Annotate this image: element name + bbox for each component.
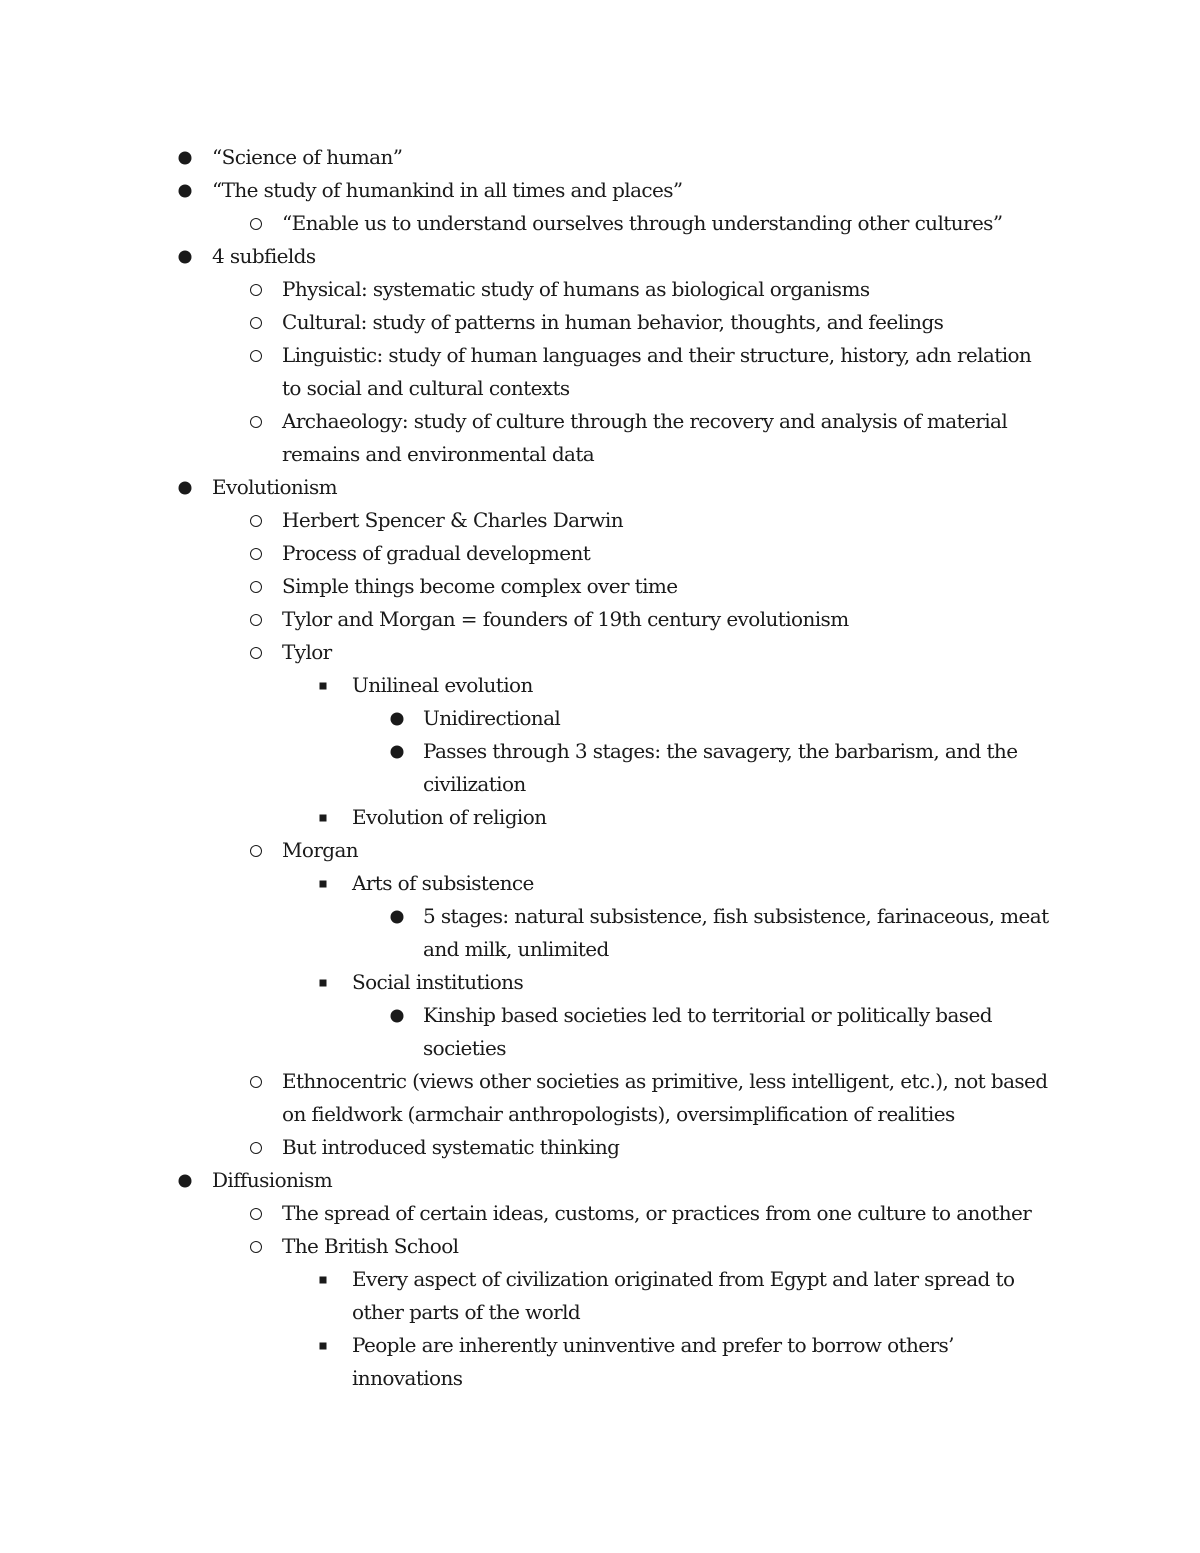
list-item (0, 240, 1200, 273)
circle-bullet-icon (250, 284, 262, 296)
list-item (0, 405, 1200, 438)
list-item-continuation (0, 768, 1200, 801)
list-item (0, 669, 1200, 702)
list-item-text: to social and cultural contexts (282, 376, 570, 400)
disc-bullet-icon (391, 712, 404, 725)
circle-bullet-icon (250, 515, 262, 527)
circle-bullet-icon (250, 548, 262, 560)
list-item-text: Morgan (282, 838, 359, 862)
disc-bullet-icon (391, 745, 404, 758)
list-item-text: Every aspect of civilization originated from Egypt and later spread to (352, 1267, 1015, 1291)
list-item-text: 5 stages: natural subsistence, fish subsistence, farinaceous, meat (423, 904, 1049, 928)
list-item (0, 702, 1200, 735)
disc-bullet-icon (179, 1174, 192, 1187)
list-item-text: Ethnocentric (views other societies as primitive, less intelligent, etc.), not based (282, 1069, 1048, 1093)
list-item (0, 471, 1200, 504)
circle-bullet-icon (250, 1076, 262, 1088)
square-bullet-icon (320, 1276, 327, 1283)
square-bullet-icon (320, 979, 327, 986)
circle-bullet-icon (250, 218, 262, 230)
disc-bullet-icon (179, 151, 192, 164)
list-item (0, 1197, 1200, 1230)
list-item-continuation (0, 933, 1200, 966)
list-item-continuation (0, 372, 1200, 405)
list-item (0, 207, 1200, 240)
list-item (0, 900, 1200, 933)
list-item-text: Process of gradual development (282, 541, 591, 565)
list-item (0, 1131, 1200, 1164)
list-item-text: Evolutionism (212, 475, 337, 499)
list-item (0, 537, 1200, 570)
list-item-text: Evolution of religion (352, 805, 547, 829)
circle-bullet-icon (250, 317, 262, 329)
list-item (0, 834, 1200, 867)
list-item-text: Simple things become complex over time (282, 574, 678, 598)
list-item (0, 306, 1200, 339)
list-item (0, 1164, 1200, 1197)
list-item-continuation (0, 1098, 1200, 1131)
list-item-text: Herbert Spencer & Charles Darwin (282, 508, 624, 532)
list-item (0, 636, 1200, 669)
list-item (0, 1263, 1200, 1296)
list-item (0, 1329, 1200, 1362)
list-item-text: Unilineal evolution (352, 673, 533, 697)
list-item (0, 999, 1200, 1032)
list-item-continuation (0, 1296, 1200, 1329)
circle-bullet-icon (250, 416, 262, 428)
list-item-text: “The study of humankind in all times and places” (212, 178, 683, 202)
list-item (0, 966, 1200, 999)
circle-bullet-icon (250, 1208, 262, 1220)
circle-bullet-icon (250, 614, 262, 626)
document-page (0, 141, 1200, 1395)
list-item (0, 867, 1200, 900)
list-item-text: societies (423, 1036, 506, 1060)
list-item (0, 339, 1200, 372)
disc-bullet-icon (391, 1009, 404, 1022)
circle-bullet-icon (250, 845, 262, 857)
circle-bullet-icon (250, 581, 262, 593)
list-item-text: Kinship based societies led to territorial or politically based (423, 1003, 992, 1027)
list-item-text: Unidirectional (423, 706, 561, 730)
list-item-text: Passes through 3 stages: the savagery, the barbarism, and the (423, 739, 1018, 763)
list-item-text: Tylor (282, 640, 332, 664)
list-item (0, 174, 1200, 207)
list-item-text: The British School (282, 1234, 459, 1258)
square-bullet-icon (320, 814, 327, 821)
list-item-text: other parts of the world (352, 1300, 581, 1324)
list-item-text: Physical: systematic study of humans as biological organisms (282, 277, 870, 301)
list-item (0, 570, 1200, 603)
list-item-text: But introduced systematic thinking (282, 1135, 620, 1159)
disc-bullet-icon (179, 250, 192, 263)
list-item (0, 801, 1200, 834)
list-item (0, 603, 1200, 636)
list-item-continuation (0, 1032, 1200, 1065)
list-item-text: innovations (352, 1366, 463, 1390)
list-item-text: “Science of human” (212, 145, 403, 169)
disc-bullet-icon (179, 184, 192, 197)
list-item-text: Diffusionism (212, 1168, 333, 1192)
list-item (0, 1065, 1200, 1098)
list-item-text: Archaeology: study of culture through the recovery and analysis of material (282, 409, 1008, 433)
list-item-text: on fieldwork (armchair anthropologists), oversimplification of realities (282, 1102, 955, 1126)
list-item (0, 1230, 1200, 1263)
list-item-text: “Enable us to understand ourselves through understanding other cultures” (282, 211, 1003, 235)
list-item-text: Social institutions (352, 970, 524, 994)
disc-bullet-icon (391, 910, 404, 923)
list-item-text: The spread of certain ideas, customs, or practices from one culture to another (282, 1201, 1032, 1225)
list-item-text: and milk, unlimited (423, 937, 609, 961)
list-item-text: civilization (423, 772, 526, 796)
list-item (0, 141, 1200, 174)
list-item (0, 273, 1200, 306)
square-bullet-icon (320, 1342, 327, 1349)
list-item (0, 735, 1200, 768)
circle-bullet-icon (250, 1142, 262, 1154)
list-item-text: Cultural: study of patterns in human behavior, thoughts, and feelings (282, 310, 944, 334)
list-item-text: 4 subfields (212, 244, 316, 268)
list-item-text: Arts of subsistence (352, 871, 534, 895)
circle-bullet-icon (250, 647, 262, 659)
list-item-text: Linguistic: study of human languages and their structure, history, adn relation (282, 343, 1032, 367)
list-item-continuation (0, 438, 1200, 471)
square-bullet-icon (320, 880, 327, 887)
circle-bullet-icon (250, 1241, 262, 1253)
list-item-text: remains and environmental data (282, 442, 595, 466)
list-item-text: Tylor and Morgan = founders of 19th century evolutionism (282, 607, 849, 631)
list-item-continuation (0, 1362, 1200, 1395)
circle-bullet-icon (250, 350, 262, 362)
list-item-text: People are inherently uninventive and prefer to borrow others’ (352, 1333, 954, 1357)
list-item (0, 504, 1200, 537)
disc-bullet-icon (179, 481, 192, 494)
square-bullet-icon (320, 682, 327, 689)
